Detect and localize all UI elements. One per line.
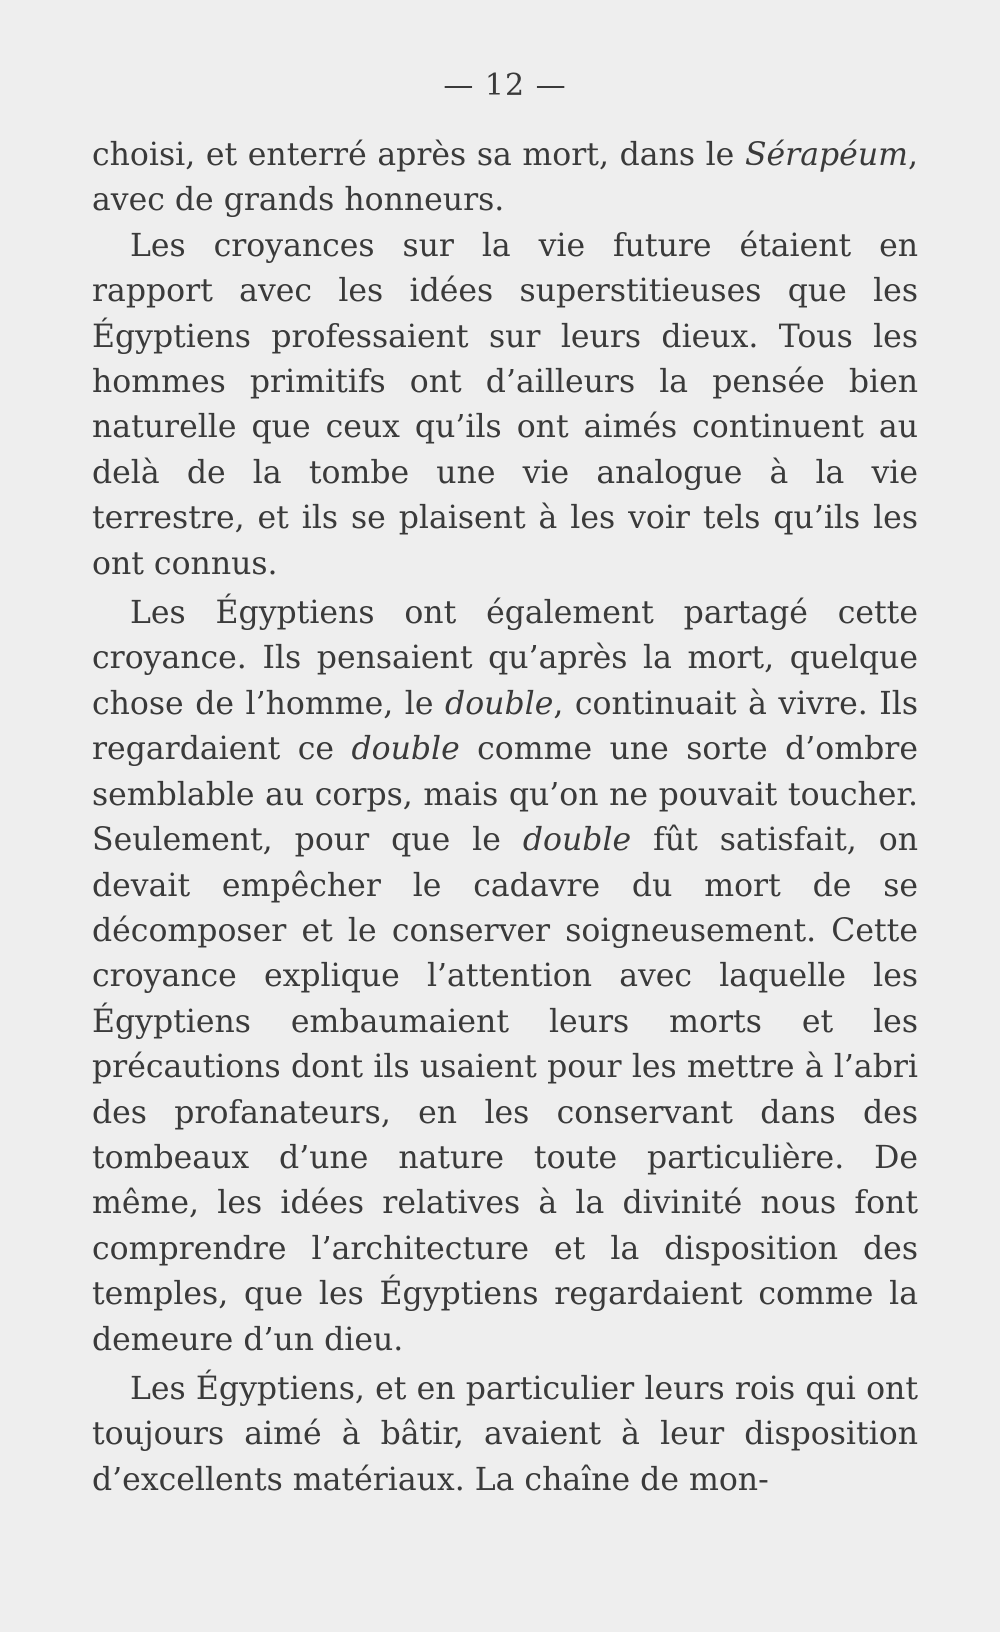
paragraph-3 bbox=[92, 591, 918, 1363]
text-run: Les Égyptiens, et en particulier leurs rois qui ont toujours aimé à bâtir, avaient à leur disposition d’excellents matériaux. La chaîne de mon- bbox=[92, 1370, 918, 1498]
italic-term-serapeum: Sérapéum bbox=[744, 137, 908, 173]
text-run: fût satisfait, on devait empêcher le cadavre du mort de se décomposer et le conserver soigneusement. Cette croyance explique l’attention avec laquelle les Égyptiens embaumaient leurs morts et les précautions dont ils usaient pour les mettre à l’abri des profanateurs, en les conservant dans des tombeaux d’une nature toute particulière. De même, les idées relatives à la divinité nous font comprendre l’architecture et la disposition des temples, que les Égyptiens regardaient comme la demeure d’un dieu. bbox=[92, 822, 918, 1358]
italic-term-double: double bbox=[445, 685, 554, 722]
paragraph-2 bbox=[92, 224, 918, 587]
italic-term-double: double bbox=[522, 822, 632, 859]
page-number: — 12 — bbox=[443, 68, 567, 103]
text-run: Les Égyptiens ont également partagé cette croyance. Ils pensaient qu’après la mort, quelque chose de l’homme, le bbox=[92, 595, 918, 722]
text-run: , continuait à vivre. Ils regardaient ce bbox=[92, 685, 918, 768]
text-run: , avec de grands honneurs. bbox=[92, 137, 918, 219]
italic-term-double: double bbox=[351, 731, 460, 768]
paragraph-4 bbox=[92, 1367, 918, 1503]
text-run: Les croyances sur la vie future étaient en rapport avec les idées superstitieuses que les Égyptiens professaient sur leurs dieux. Tous les hommes primitifs ont d’ailleurs la pensée bien naturelle que ceux qu’ils ont aimés continuent au delà de la tombe une vie analogue à la vie terrestre, et ils se plaisent à les voir tels qu’ils les ont connus. bbox=[92, 227, 918, 582]
text-run: choisi, et enterré après sa mort, dans le bbox=[92, 137, 745, 173]
paragraph-1 bbox=[92, 133, 918, 224]
text-run: comme une sorte d’ombre semblable au corps, mais qu’on ne pouvait toucher. Seulement, pour que le bbox=[92, 731, 918, 859]
